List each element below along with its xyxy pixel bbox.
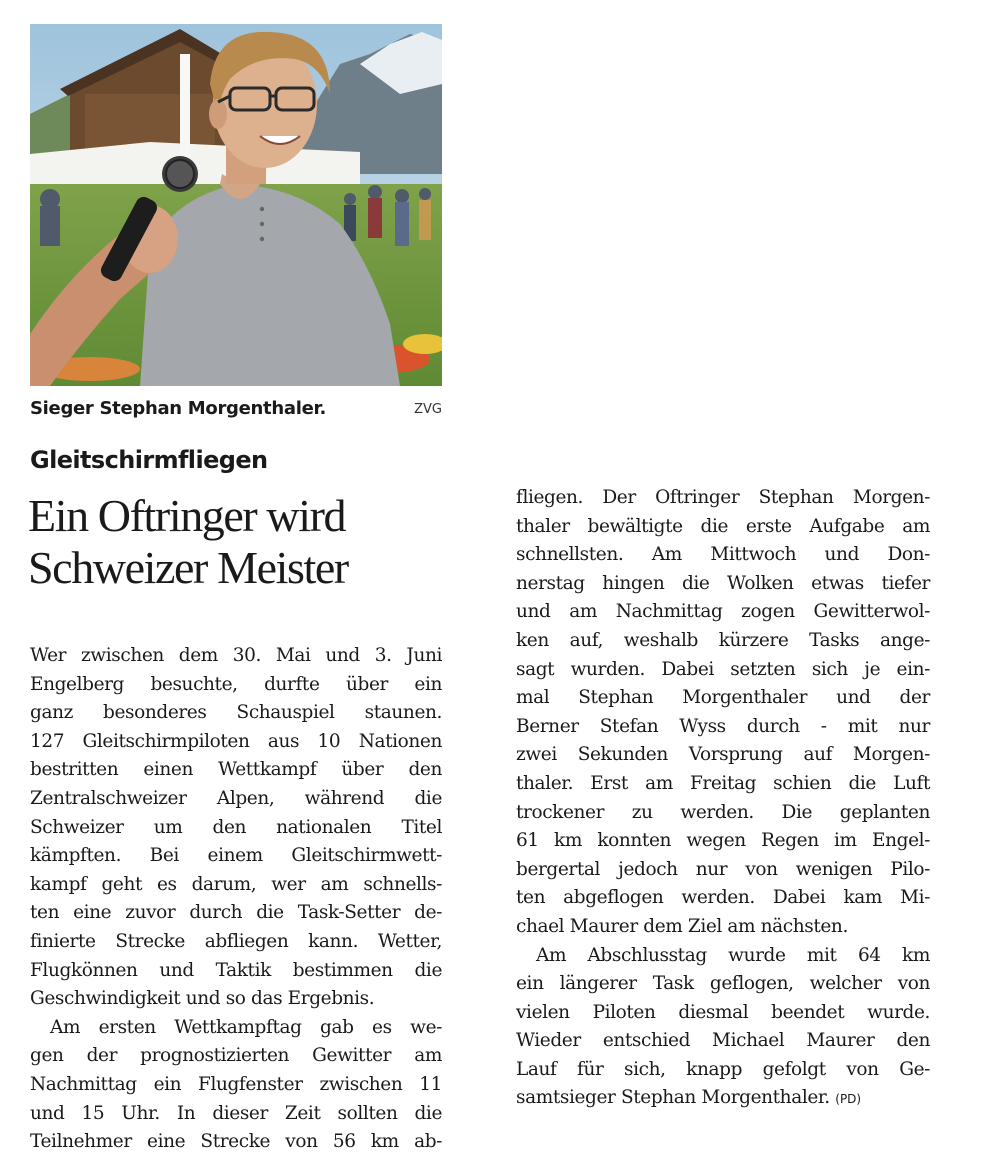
text-line: ten abgeflogen werden. Dabei kam Mi- <box>516 887 930 909</box>
text-line: zwei Sekunden Vorsprung auf Morgen- <box>516 744 930 766</box>
text-line: bergertal jedoch nur von wenigen Pilo- <box>516 858 930 880</box>
text-line: Wer zwischen dem 30. Mai und 3. Juni <box>30 645 442 666</box>
article-headline <box>28 490 468 594</box>
article-photo <box>30 24 442 386</box>
portrait-photo-illustration <box>30 24 442 386</box>
text-line: ein längerer Task geflogen, welcher von <box>516 973 930 995</box>
text-line: Wieder entschied Michael Maurer den <box>516 1030 930 1052</box>
text-line: mal Stephan Morgenthaler und der <box>516 687 930 709</box>
text-line: kämpften. Bei einem Gleitschirmwett- <box>30 845 442 867</box>
text-line: Teilnehmer eine Strecke von 56 km ab- <box>30 1131 442 1153</box>
text-line: bestritten einen Wettkampf über den <box>30 759 442 781</box>
text-line: chael Maurer dem Ziel am nächsten. <box>516 915 848 937</box>
text-line: und 15 Uhr. In dieser Zeit sollten die <box>30 1102 442 1124</box>
photo-credit-row <box>30 398 442 422</box>
headline-line-1: Ein Oftringer wird <box>28 490 346 541</box>
text-line: fliegen. Der Oftringer Stephan Morgen- <box>516 487 930 508</box>
text-line: 61 km konnten wegen Regen im Engel- <box>516 830 930 852</box>
photo-source: ZVG <box>414 402 442 417</box>
text-line: gen der prognostizierten Gewitter am <box>30 1045 442 1067</box>
text-line: Flugkönnen und Taktik bestimmen die <box>30 959 442 981</box>
text-line: ken auf, weshalb kürzere Tasks ange- <box>516 629 930 651</box>
article-kicker: Gleitschirmfliegen <box>30 446 268 474</box>
text-line: und am Nachmittag zogen Gewitterwol- <box>516 601 930 623</box>
article-column-2 <box>516 484 930 1113</box>
final-sentence: samtsieger Stephan Morgenthaler. <box>516 1087 830 1109</box>
text-line: thaler. Erst am Freitag schien die Luft <box>516 772 930 794</box>
text-line: Zentralschweizer Alpen, während die <box>30 787 442 809</box>
text-line: trockener zu werden. Die geplanten <box>516 801 930 823</box>
text-line: ganz besonderes Schauspiel staunen. <box>30 702 442 724</box>
text-line: Am Abschlusstag wurde mit 64 km <box>536 944 930 966</box>
text-line: Am ersten Wettkampftag gab es we- <box>50 1016 442 1038</box>
photo-caption: Sieger Stephan Morgenthaler. <box>30 398 327 419</box>
text-line: kampf geht es darum, wer am schnells- <box>30 873 442 895</box>
text-line: finierte Strecke abfliegen kann. Wetter, <box>30 930 442 952</box>
text-line: Berner Stefan Wyss durch - mit nur <box>516 715 930 737</box>
text-line: 127 Gleitschirmpiloten aus 10 Nationen <box>30 730 442 752</box>
text-line: vielen Piloten diesmal beendet wurde. <box>516 1001 930 1023</box>
text-line: Engelberg besuchte, durfte über ein <box>30 673 442 695</box>
text-line: Lauf für sich, knapp gefolgt von Ge- <box>516 1058 930 1080</box>
text-line: sagt wurden. Dabei setzten sich je ein- <box>516 658 930 680</box>
text-line: Geschwindigkeit und so das Ergebnis. <box>30 988 375 1010</box>
text-line: Nachmittag ein Flugfenster zwischen 11 <box>30 1073 442 1095</box>
author-tag: (PD) <box>835 1092 862 1107</box>
text-line-final <box>516 1084 930 1113</box>
text-line: thaler bewältigte die erste Aufgabe am <box>516 515 930 537</box>
text-line: Schweizer um den nationalen Titel <box>30 816 442 838</box>
article-column-1 <box>30 642 442 1157</box>
text-line: ten eine zuvor durch die Task-Setter de- <box>30 902 442 924</box>
text-line: nerstag hingen die Wolken etwas tiefer <box>516 572 930 594</box>
headline-line-2: Schweizer Meister <box>28 542 348 593</box>
text-line: schnellsten. Am Mittwoch und Don- <box>516 544 930 566</box>
